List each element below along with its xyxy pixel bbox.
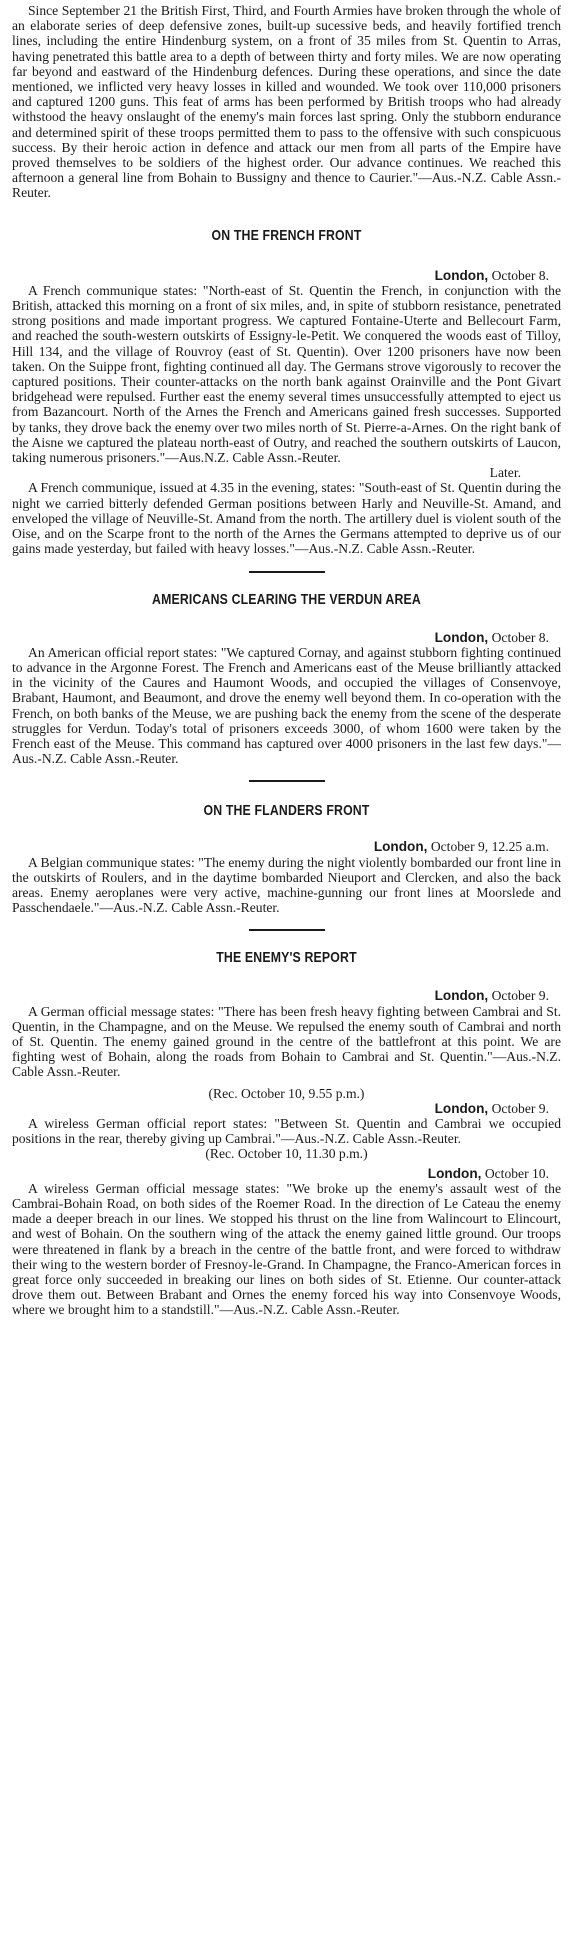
dateline-date: October 8. <box>491 629 549 645</box>
heading-verdun: AMERICANS CLEARING THE VERDUN AREA <box>152 590 421 608</box>
french-communique-paragraph: A French communique states: "North-east of St. Quentin the French, in conjunction with the British, attacked this morning on a front of six miles, and, in spite of stubborn resistance, penetrated strong positions and made important progress. We captured Fontaine-Uterte and Bellecourt Farm, and reached the south-western outskirts of Essigny-le-Petit. We conquered the woods east of Tilloy, Hill 134, and the village of Rouvroy (east of St. Quentin). Over 1200 prisoners have now been taken. On the Suippe front, fighting continued all day. The Germans strove vigorously to recover the captured positions. Their counter-attacks on the north bank against Orainville and the Pont Givart bridgehead were repulsed. Further east the enemy several times unsuccessfully attempted to eject us from Bazancourt. North of the Arnes the French and Americans gained fresh successes. Supported by tanks, they drove back the enemy over two miles north of St. Pierre-a-Arnes. On the right bank of the Aisne we captured the plateau north-east of Outry, and reached the southern outskirts of Laucon, taking numerous prisoners."—Aus.N.Z. Cable Assn.-Reuter. <box>12 282 561 466</box>
dateline-verdun <box>12 630 561 645</box>
dateline-place: London, <box>434 1100 489 1116</box>
dateline-enemy-1 <box>12 988 561 1003</box>
dateline-date: October 9. <box>491 988 549 1004</box>
section-divider <box>249 780 325 782</box>
intro-paragraph: Since September 21 the British First, Third, and Fourth Armies have broken through the whole of an elaborate series of deep defensive zones, built-up sucessive beds, and heavily fortified trench lines, including the entire Hindenburg system, on a front of 35 miles from St. Quentin to Arras, having penetrated this battle area to a depth of between thirty and forty miles. We are now operating far beyond and eastward of the Hindenburg defences. During these operations, and since the date mentioned, we inflicted very heavy losses in killed and wounded. We took over 110,000 prisoners and captured 1200 guns. This feat of arms has been performed by British troops who had already withstood the heavy onslaught of the enemy's main forces last spring. Only the stubborn endurance and determined spirit of these troops permitted them to pass to the offensive with such conspicuous success. By their heroic action in defence and attack our men from all parts of the Empire have proved themselves to be soldiers of the highest order. Our advance continues. We reached this afternoon a general line from Bohain to Bussigny and thence to Caurier."—Aus.-N.Z. Cable Assn.-Reuter. <box>12 3 561 201</box>
received-note-1: (Rec. October 10, 9.55 p.m.) <box>208 1085 365 1101</box>
dateline-enemy-2 <box>12 1101 561 1116</box>
dateline-place: London, <box>434 988 489 1004</box>
belgian-communique-paragraph: A Belgian communique states: "The enemy during the night violently bombarded our front line in the outskirts of Roulers, and in the daytime bombarded Nieuport and Clercken, and also the back areas. Enemy aeroplanes were very active, machine-gunning our front lines at Moorslede and Passchendaele."—Aus.-N.Z. Cable Assn.-Reuter. <box>12 854 561 916</box>
section-divider <box>249 571 325 573</box>
dateline-place: London, <box>434 267 489 283</box>
dateline-french-1 <box>12 268 561 283</box>
section-enemy-report <box>12 949 561 1317</box>
section-verdun <box>12 591 561 783</box>
later-label: Later. <box>489 465 521 481</box>
dateline-place: London, <box>373 839 428 855</box>
dateline-place: London, <box>434 629 489 645</box>
section-divider <box>249 929 325 931</box>
dateline-date: October 9, 12.25 a.m. <box>430 839 549 855</box>
heading-flanders: ON THE FLANDERS FRONT <box>203 802 370 820</box>
heading-enemy-report: THE ENEMY'S REPORT <box>216 949 357 967</box>
section-french-front <box>12 227 561 573</box>
dateline-enemy-3 <box>12 1166 561 1181</box>
heading-french-front: ON THE FRENCH FRONT <box>211 226 362 244</box>
dateline-place: London, <box>427 1165 482 1181</box>
german-message-paragraph: A German official message states: "There has been fresh heavy fighting between Cambrai and St. Quentin, in the Champagne, and on the Meuse. We repulsed the enemy south of Cambrai and north of St. Quentin. The enemy gained ground in the centre of the battlefront at this point. We are fighting west of Bohain, along the roads from Bohain to Cambrai and St. Quentin."—Aus.-N.Z. Cable Assn.-Reuter. <box>12 1003 561 1080</box>
french-evening-paragraph: A French communique, issued at 4.35 in the evening, states: "South-east of St. Quentin during the night we carried bitterly defended German positions between Harly and Neuville-St. Amand, and enveloped the village of Neuville-St. Amand from the north. The artillery duel is violent south of the Oise, and on the Scarpe front to the north of the Arnes the Germans attempted to deprive us of our gains made yesterday, but failed with heavy losses."—Aus.-N.Z. Cable Assn.-Reuter. <box>12 480 561 557</box>
german-wireless-paragraph: A wireless German official report states: "Between St. Quentin and Cambrai we occupied positions in the rear, thereby giving up Cambrai."—Aus.-N.Z. Cable Assn.-Reuter. <box>12 1115 561 1147</box>
dateline-later <box>12 465 561 480</box>
dateline-date: October 10. <box>484 1165 549 1181</box>
dateline-date: October 8. <box>491 267 549 283</box>
received-note-2: (Rec. October 10, 11.30 p.m.) <box>205 1146 368 1162</box>
dateline-flanders <box>12 839 561 854</box>
german-wireless-message-paragraph: A wireless German official message states: "We broke up the enemy's assault west of the Cambrai-Bohain Road, on both sides of the Roemer Road. In the direction of Le Cateau the enemy made a deeper breach in our lines. We stopped his thrust on the line from Walincourt to Elincourt, and west of Bohain. On the southern wing of the attack the enemy gained little ground. Our troops were threatened in flank by a breach in the centre of the battle front, and were forced to withdraw their wing to the western border of Fresnoy-le-Grand. In Champagne, the Franco-American forces in great force only succeeded in breaking our lines on both sides of St. Etienne. Our counter-attack drove them out. Between Brabant and Ornes the enemy forced his way into Consenvoye Woods, where we brought him to a standstill."—Aus.-N.Z. Cable Assn.-Reuter. <box>12 1180 561 1318</box>
american-report-paragraph: An American official report states: "We captured Cornay, and against stubborn fighting continued to advance in the Argonne Forest. The French and Americans east of the Meuse brilliantly attacked in the vicinity of the Caures and Haumont Woods, and occupied the villages of Consenvoye, Brabant, Haumont, and Beaumont, and drove the enemy well beyond them. In co-operation with the French, on both banks of the Meuse, we are pushing back the enemy from the scene of the desperate struggles for Verdun. Today's total of prisoners exceeds 3000, of whom 1600 were taken by the French east of the Meuse. This command has captured over 4000 prisoners in the last few days."—Aus.-N.Z. Cable Assn.-Reuter. <box>12 644 561 767</box>
dateline-date: October 9. <box>491 1100 549 1116</box>
section-flanders <box>12 802 561 931</box>
